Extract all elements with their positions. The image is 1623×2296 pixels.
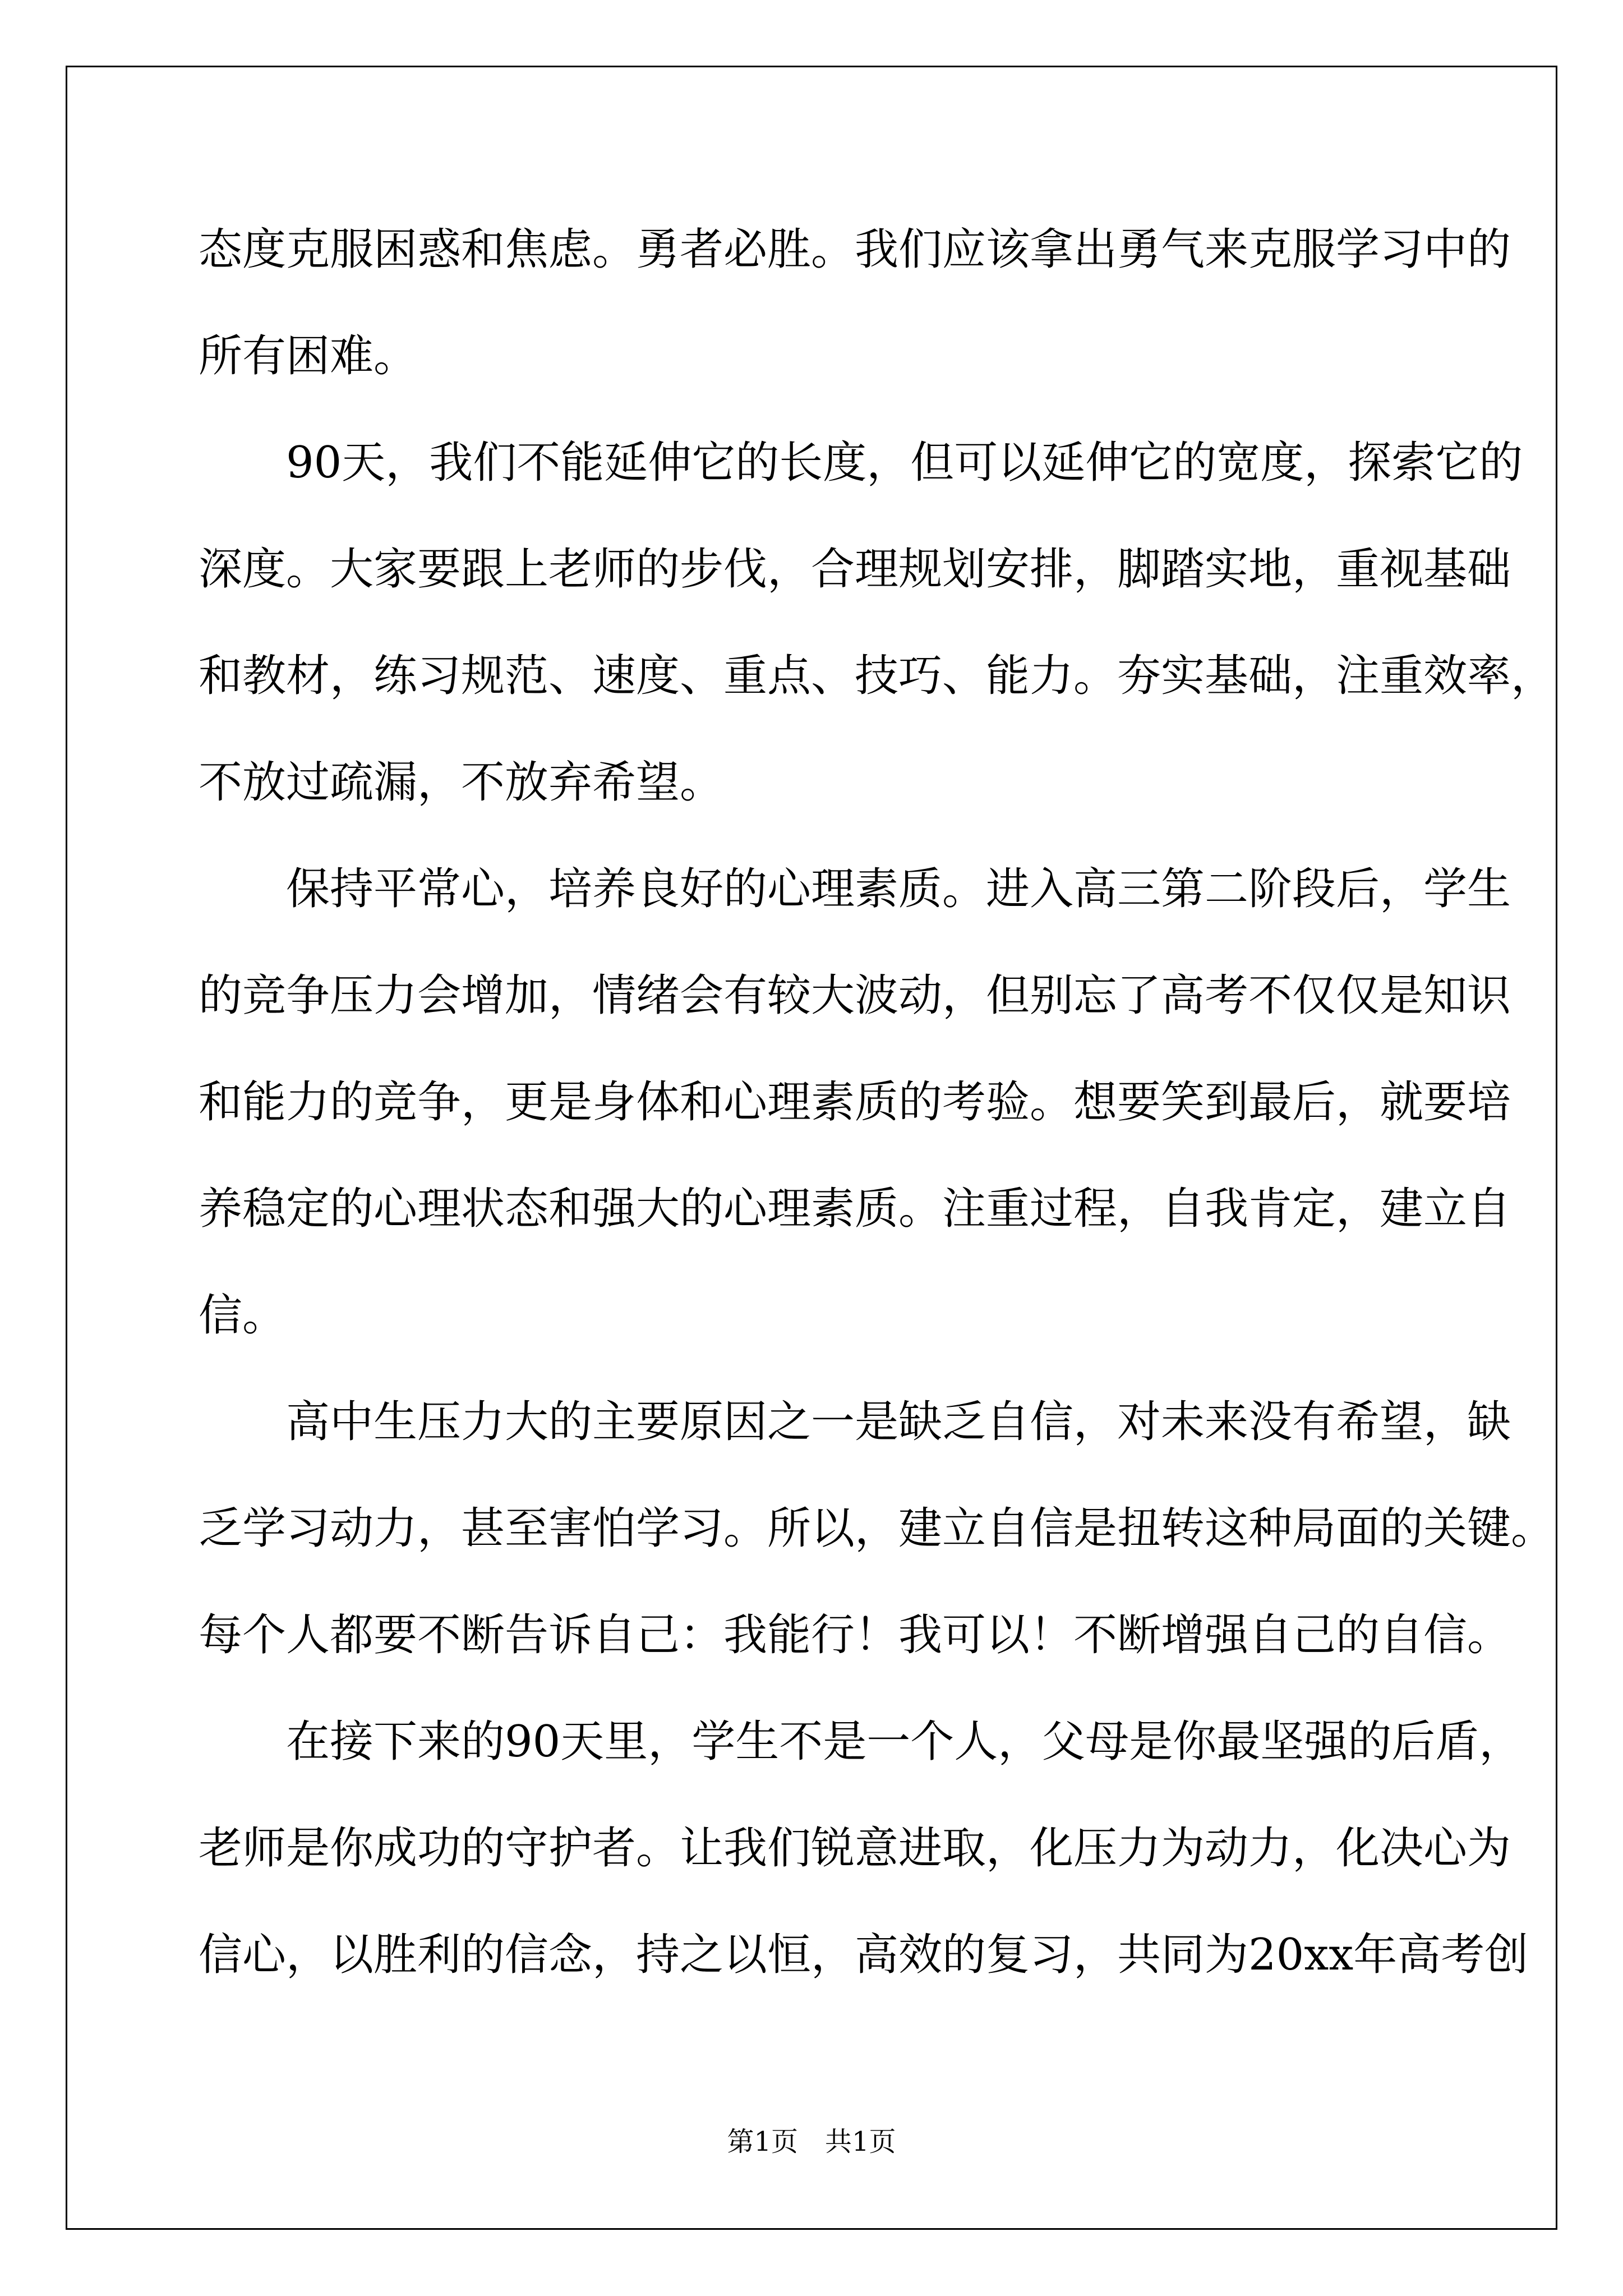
text-line-7: 保持平常心，培养良好的心理素质。进入高三第二阶段后，学生 [286, 864, 1511, 914]
text-line-8: 的竞争压力会增加，情绪会有较大波动，但别忘了高考不仅仅是知识 [199, 970, 1511, 1021]
page-total: 共1页 [825, 2126, 896, 2157]
text-line-6: 不放过疏漏，不放弃希望。 [199, 757, 724, 808]
page-footer [0, 2125, 1623, 2159]
page-number: 第1页 [727, 2126, 798, 2157]
text-line-14: 每个人都要不断告诉自己：我能行！我可以！不断增强自己的自信。 [199, 1610, 1511, 1660]
document-body [199, 210, 1555, 2022]
text-line-13: 乏学习动力，甚至害怕学习。所以，建立自信是扭转这种局面的关键。 [199, 1503, 1555, 1554]
text-line-1: 态度克服困惑和焦虑。勇者必胜。我们应该拿出勇气来克服学习中的 [199, 224, 1511, 275]
text-line-16: 老师是你成功的守护者。让我们锐意进取，化压力为动力，化决心为 [199, 1823, 1511, 1874]
text-line-10: 养稳定的心理状态和强大的心理素质。注重过程，自我肯定，建立自 [199, 1184, 1511, 1234]
text-line-17: 信心，以胜利的信念，持之以恒，高效的复习，共同为20xx年高考创 [199, 1930, 1529, 1980]
text-line-4: 深度。大家要跟上老师的步伐，合理规划安排，脚踏实地，重视基础 [199, 544, 1511, 595]
text-line-12: 高中生压力大的主要原因之一是缺乏自信，对未来没有希望，缺 [286, 1397, 1511, 1447]
text-line-5: 和教材，练习规范、速度、重点、技巧、能力。夯实基础，注重效率， [199, 651, 1555, 701]
text-line-11: 信。 [199, 1290, 287, 1341]
text-line-9: 和能力的竞争，更是身体和心理素质的考验。想要笑到最后，就要培 [199, 1077, 1511, 1128]
text-line-2: 所有困难。 [199, 331, 418, 381]
text-line-15: 在接下来的90天里，学生不是一个人，父母是你最坚强的后盾， [286, 1717, 1523, 1767]
text-line-3: 90天，我们不能延伸它的长度，但可以延伸它的宽度，探索它的 [286, 438, 1523, 488]
